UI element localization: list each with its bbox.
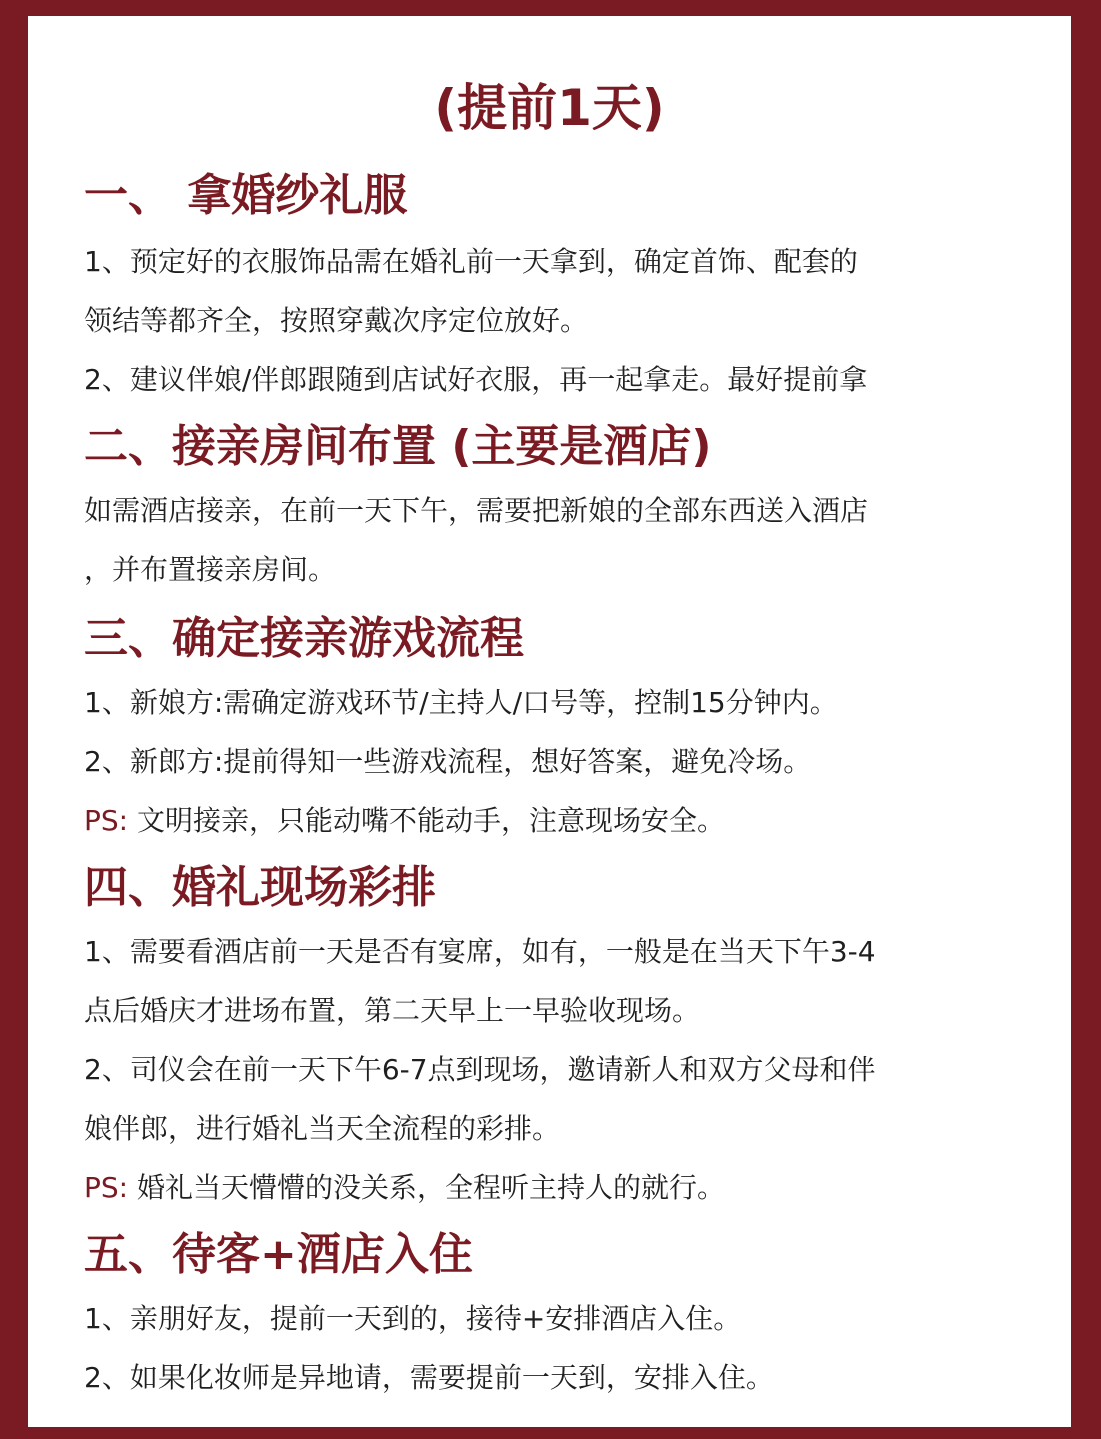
section-line: 娘伴郎，进行婚礼当天全流程的彩排。	[84, 1112, 561, 1145]
section-line: 1、预定好的衣服饰品需在婚礼前一天拿到，确定首饰、配套的	[84, 245, 858, 278]
section-line: ，并布置接亲房间。	[84, 553, 337, 586]
section-line: 2、新郎方:提前得知一些游戏流程，想好答案，避免冷场。	[84, 745, 812, 778]
section-3	[84, 609, 1044, 850]
section-4	[84, 858, 1044, 1217]
section-heading: 五、待客+酒店入住	[84, 1229, 473, 1280]
content-card	[28, 16, 1071, 1427]
page-title: (提前1天)	[434, 79, 665, 137]
section-2	[84, 417, 1044, 599]
section-heading: 一、 拿婚纱礼服	[84, 170, 408, 221]
section-line: 领结等都齐全，按照穿戴次序定位放好。	[84, 304, 589, 337]
section-heading: 四、婚礼现场彩排	[84, 862, 436, 913]
section-heading: 三、确定接亲游戏流程	[84, 613, 524, 664]
section-line: 2、如果化妆师是异地请，需要提前一天到，安排入住。	[84, 1361, 774, 1394]
section-1	[84, 166, 1044, 409]
section-heading: 二、接亲房间布置 (主要是酒店)	[84, 421, 712, 472]
section-line: 2、司仪会在前一天下午6-7点到现场，邀请新人和双方父母和伴	[84, 1053, 876, 1086]
section-line: 点后婚庆才进场布置，第二天早上一早验收现场。	[84, 994, 701, 1027]
section-line: 如需酒店接亲，在前一天下午，需要把新娘的全部东西送入酒店	[84, 494, 869, 527]
ps-text: 文明接亲，只能动嘴不能动手，注意现场安全。	[128, 804, 725, 837]
section-5	[84, 1225, 1044, 1407]
ps-text: 婚礼当天懵懵的没关系，全程听主持人的就行。	[128, 1171, 725, 1204]
content-body	[84, 166, 1044, 1407]
ps-note	[84, 1158, 1044, 1217]
section-line: 1、新娘方:需确定游戏环节/主持人/口号等，控制15分钟内。	[84, 686, 838, 719]
section-line: 1、需要看酒店前一天是否有宴席，如有，一般是在当天下午3-4	[84, 935, 876, 968]
ps-note	[84, 791, 1044, 850]
ps-label: PS:	[84, 804, 129, 837]
section-line: 2、建议伴娘/伴郎跟随到店试好衣服，再一起拿走。最好提前拿	[84, 363, 868, 396]
ps-label: PS:	[84, 1171, 129, 1204]
section-line: 1、亲朋好友，提前一天到的，接待+安排酒店入住。	[84, 1302, 742, 1335]
